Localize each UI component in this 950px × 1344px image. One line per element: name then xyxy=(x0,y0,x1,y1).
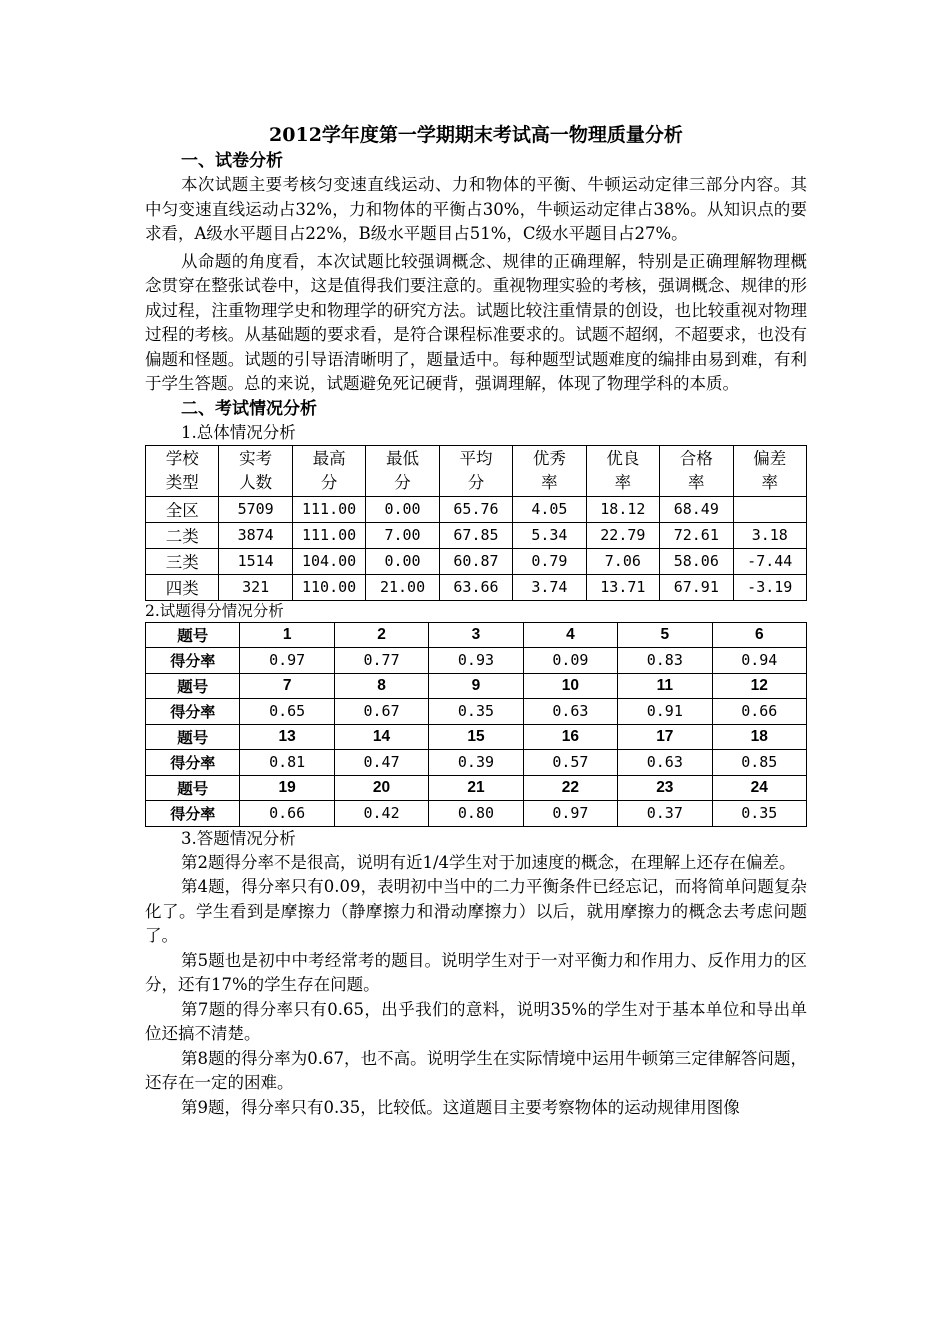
table-row: 三类 1514 104.00 0.00 60.87 0.79 7.06 58.06 -7.44 xyxy=(146,548,807,574)
score-rate-row: 得分率 0.66 0.42 0.80 0.97 0.37 0.35 xyxy=(146,801,807,827)
score-rate-row: 得分率 0.65 0.67 0.35 0.63 0.91 0.66 xyxy=(146,699,807,725)
paragraph: 本次试题主要考核匀变速直线运动、力和物体的平衡、牛顿运动定律三部分内容。其中匀变速直线运动占32%，力和物体的平衡占30%，牛顿运动定律占38%。从知识点的要求看，A级水平题目占22%，B级水平题目占51%，C级水平题目占27%。 xyxy=(145,175,807,243)
question-number-row: 题号 19 20 21 22 23 24 xyxy=(146,775,807,801)
table-row: 四类 321 110.00 21.00 63.66 3.74 13.71 67.91 -3.19 xyxy=(146,574,807,600)
table-row: 全区 5709 111.00 0.00 65.76 4.05 18.12 68.49 xyxy=(146,496,807,522)
question-number-row: 题号 13 14 15 16 17 18 xyxy=(146,724,807,750)
header-cell: 优良 率 xyxy=(586,445,659,496)
section-heading-paper-analysis: 一、试卷分析 xyxy=(181,151,283,171)
analysis-paragraph: 第8题的得分率为0.67，也不高。说明学生在实际情境中运用牛顿第三定律解答问题，还存在一定的困难。 xyxy=(145,1048,807,1092)
header-cell: 最高 分 xyxy=(292,445,365,496)
score-rate-row: 得分率 0.81 0.47 0.39 0.57 0.63 0.85 xyxy=(146,750,807,776)
section-heading-exam-analysis: 二、考试情况分析 xyxy=(181,398,317,419)
analysis-paragraph: 第4题，得分率只有0.09，表明初中当中的二力平衡条件已经忘记，而将简单问题复杂化了。学生看到是摩擦力（静摩擦力和滑动摩擦力）以后，就用摩擦力的概念去考虑问题了。 xyxy=(145,877,807,945)
overall-stats-table xyxy=(145,445,807,601)
analysis-paragraph: 第7题的得分率只有0.65，出乎我们的意料，说明35%的学生对于基本单位和导出单位还搞不清楚。 xyxy=(145,999,807,1043)
analysis-paragraph: 第5题也是初中中考经常考的题目。说明学生对于一对平衡力和作用力、反作用力的区分，还有17%的学生存在问题。 xyxy=(145,950,807,994)
header-cell: 平均 分 xyxy=(439,445,512,496)
subheading-question-scores: 2.试题得分情况分析 xyxy=(145,601,284,620)
question-number-row: 题号 1 2 3 4 5 6 xyxy=(146,622,807,648)
header-cell: 学校 类型 xyxy=(146,445,219,496)
header-cell: 最低 分 xyxy=(366,445,439,496)
header-cell: 实考 人数 xyxy=(219,445,292,496)
document-page xyxy=(145,122,807,1120)
header-cell: 合格 率 xyxy=(660,445,733,496)
document-title: 2012学年度第一学期期末考试高一物理质量分析 xyxy=(269,124,683,146)
score-rate-row: 得分率 0.97 0.77 0.93 0.09 0.83 0.94 xyxy=(146,648,807,674)
analysis-paragraph: 第2题得分率不是很高，说明有近1/4学生对于加速度的概念，在理解上还存在偏差。 xyxy=(181,852,796,872)
analysis-paragraph: 第9题，得分率只有0.35，比较低。这道题目主要考察物体的运动规律用图像 xyxy=(181,1097,740,1117)
table-row: 二类 3874 111.00 7.00 67.85 5.34 22.79 72.61 3.18 xyxy=(146,522,807,548)
subheading-overall: 1.总体情况分析 xyxy=(181,422,296,442)
question-score-table xyxy=(145,622,807,827)
header-cell: 偏差 率 xyxy=(733,445,807,496)
paragraph: 从命题的角度看，本次试题比较强调概念、规律的正确理解，特别是正确理解物理概念贯穿在整张试卷中，这是值得我们要注意的。重视物理实验的考核，强调概念、规律的形成过程，注重物理学史和物理学的研究方法。试题比较注重情景的创设，也比较重视对物理过程的考核。从基础题的要求看，是符合课程标准要求的。试题不超纲，不超要求，也没有偏题和怪题。试题的引导语清晰明了，题量适中。每种题型试题难度的编排由易到难，有利于学生答题。总的来说，试题避免死记硬背，强调理解，体现了物理学科的本质。 xyxy=(145,251,807,393)
table-header-row xyxy=(146,445,807,496)
question-number-row: 题号 7 8 9 10 11 12 xyxy=(146,673,807,699)
header-cell: 优秀 率 xyxy=(513,445,586,496)
subheading-answer-analysis: 3.答题情况分析 xyxy=(181,828,296,848)
